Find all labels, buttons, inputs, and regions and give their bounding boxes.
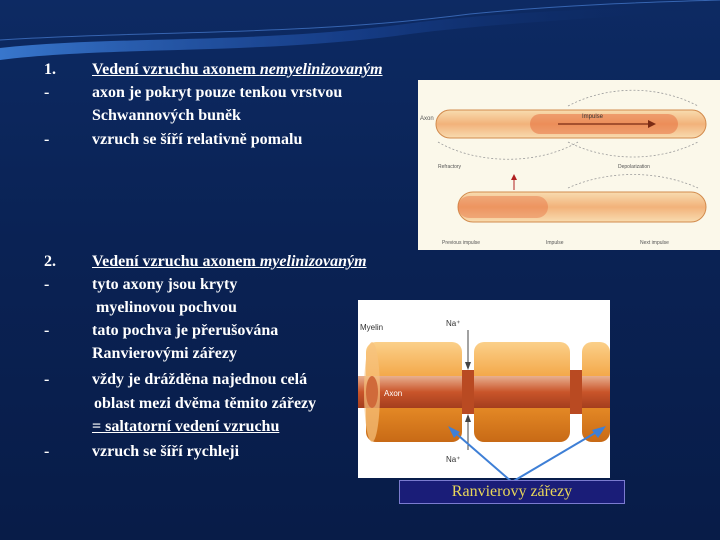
fig1-impulse-label: Impulse: [582, 114, 604, 120]
fig1-previous-impulse-label: Previous impulse: [442, 240, 481, 246]
item-number: 1.: [44, 61, 56, 78]
fig1-axon-label: Axon: [420, 116, 434, 122]
fig1-refractory-label: Refractory: [438, 164, 462, 170]
bullet-text: vzruch se šíří rychleji: [92, 443, 240, 460]
unmyelinated-axon-figure: [418, 80, 720, 250]
fig1-depolarization-label: Depolarization: [618, 164, 650, 170]
ranvier-notches-label: Ranvierovy zářezy: [399, 480, 625, 504]
bullet: -: [44, 371, 50, 388]
bullet-text: Schwannových buněk: [92, 107, 241, 124]
heading-plain: Vedení vzruchu axonem: [92, 61, 260, 78]
heading-emphasis: nemyelinizovaným: [259, 61, 383, 78]
bullet: -: [44, 322, 50, 339]
fig2-na-top-label: Na⁺: [446, 319, 461, 328]
fig1-next-impulse-label: Next impulse: [640, 240, 669, 246]
bullet-text: = saltatorní vedení vzruchu: [92, 418, 280, 435]
bullet-text: tato pochva je přerušována: [92, 322, 279, 339]
bullet-text: Ranvierovými zářezy: [92, 345, 237, 362]
bullet: -: [44, 443, 50, 460]
heading-myelinated: [92, 252, 367, 272]
fig2-myelin-label: Myelin: [360, 323, 384, 332]
bullet-text: tyto axony jsou kryty: [92, 276, 238, 293]
fig2-axon-label: Axon: [384, 389, 403, 398]
bullet-text: myelinovou pochvou: [96, 299, 237, 316]
bullet: -: [44, 84, 50, 101]
fig1-impulse2-label: Impulse: [546, 240, 564, 246]
fig2-na-bottom-label: Na⁺: [446, 455, 461, 464]
bullet: -: [44, 276, 50, 293]
bullet-text: axon je pokryt pouze tenkou vrstvou: [92, 84, 343, 101]
bullet-text: vždy je drážděna najednou celá: [92, 371, 308, 388]
bullet: -: [44, 131, 50, 148]
heading-emphasis: myelinizovaným: [259, 253, 367, 270]
bullet-text: vzruch se šíří relativně pomalu: [92, 131, 303, 148]
heading-unmyelinated: [92, 60, 383, 80]
item-number: 2.: [44, 253, 56, 270]
bullet-text: oblast mezi dvěma těmito zářezy: [94, 395, 317, 412]
heading-plain: Vedení vzruchu axonem: [92, 253, 260, 270]
